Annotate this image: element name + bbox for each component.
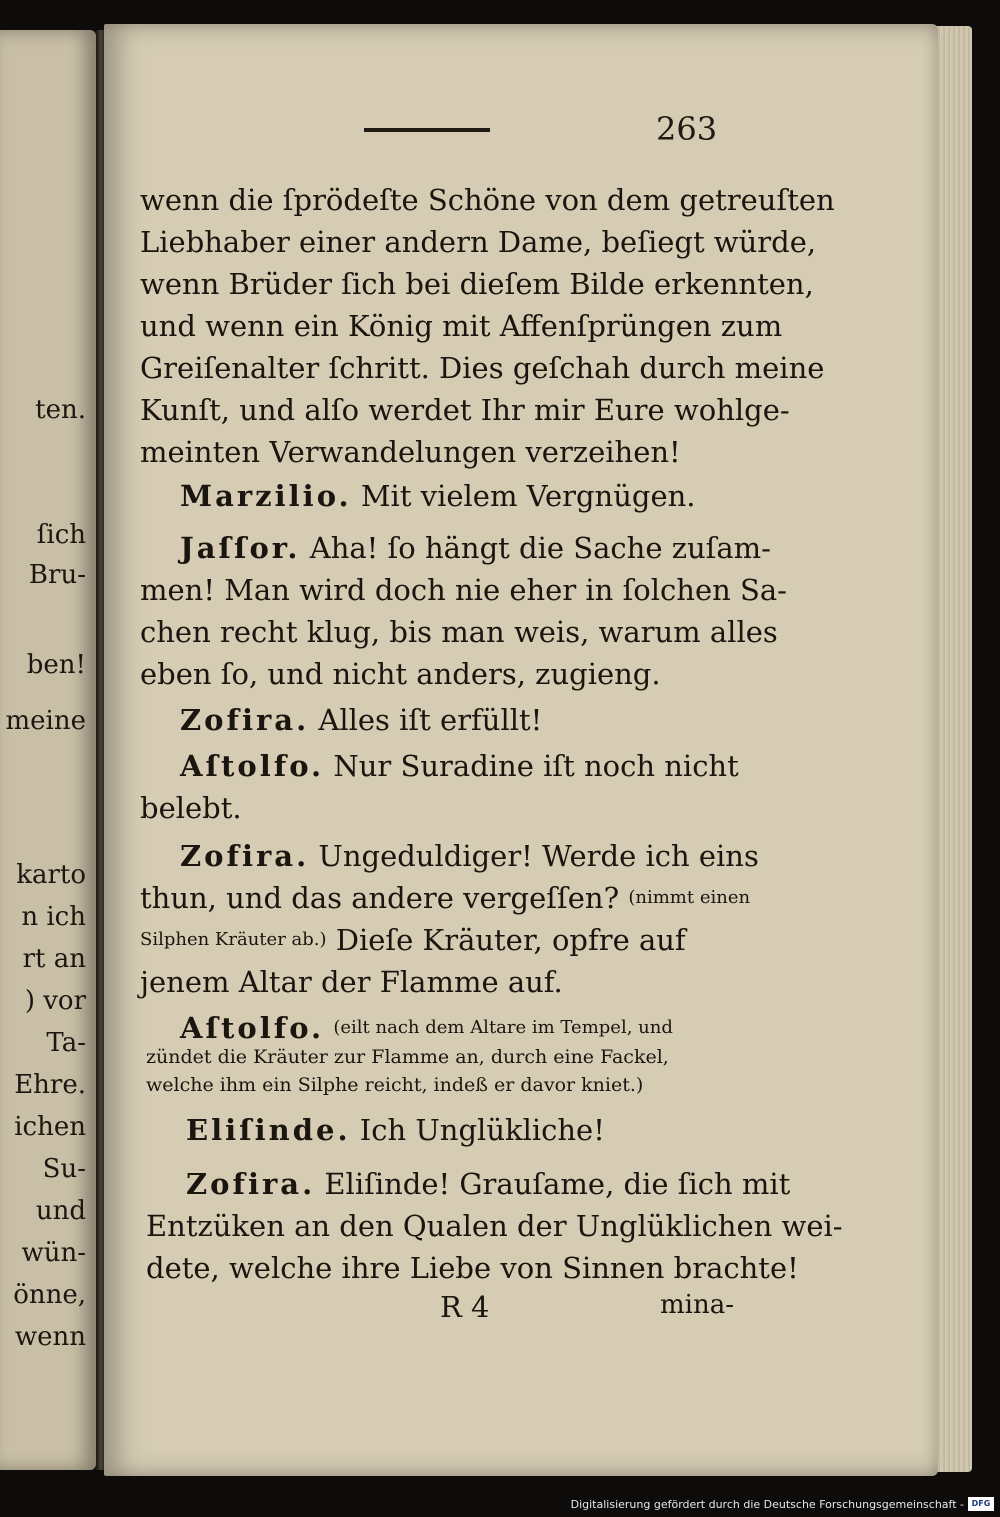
speech-line: belebt.	[140, 791, 242, 825]
left-fragment: Bru-	[28, 560, 86, 590]
speech-text: Aha! ſo hängt die Sache zuſam-	[309, 531, 771, 565]
speech-line	[186, 1164, 791, 1204]
body-line: und wenn ein König mit Affenſprüngen zum	[140, 309, 783, 343]
speech-line: jenem Altar der Flamme auf.	[140, 965, 563, 999]
stage-direction: (eilt nach dem Altare im Tempel, und	[333, 1017, 673, 1038]
speech-line	[140, 920, 734, 960]
speaker-name: Aſtolfo.	[180, 749, 325, 783]
speech-text: Dieſe Kräuter, opfre auf	[335, 923, 686, 957]
left-fragment: meine	[5, 706, 86, 736]
body-line: wenn die ſprödeſte Schöne von dem getreuſten	[140, 183, 835, 217]
left-fragment: karto	[16, 860, 86, 890]
speaker-name: Zofira.	[186, 1167, 316, 1201]
speech-text: Eliſinde! Grauſame, die ſich mit	[324, 1167, 791, 1201]
body-line: Liebhaber einer andern Dame, beſiegt würde,	[140, 225, 817, 259]
speech-line: men! Man wird doch nie eher in ſolchen Sa-	[140, 573, 787, 607]
left-fragment: n ich	[21, 902, 86, 932]
left-fragment: wenn	[14, 1322, 86, 1352]
left-fragment: ichen	[14, 1112, 86, 1142]
left-fragment: Su-	[42, 1154, 86, 1184]
speaker-name: Jaſſor.	[180, 531, 301, 565]
header-rule	[364, 128, 490, 132]
speech-line: Entzüken an den Qualen der Unglüklichen wei-	[146, 1209, 843, 1243]
left-fragment: ) vor	[24, 986, 86, 1016]
left-fragment: Ta-	[46, 1028, 86, 1058]
speech-line	[180, 700, 734, 740]
speech-text: Nur Suradine iſt noch nicht	[333, 749, 739, 783]
speech-line	[180, 836, 759, 876]
speech-line	[180, 528, 771, 568]
body-line: meinten Verwandelungen verzeihen!	[140, 435, 681, 469]
left-fragment: wün-	[21, 1238, 86, 1268]
left-fragment: rt an	[22, 944, 86, 974]
stage-direction: welche ihm ein Silphe reicht, indeß er davor kniet.)	[146, 1074, 644, 1096]
speech-text: Mit vielem Vergnügen.	[360, 479, 696, 513]
dfg-logo[interactable]: DFG	[968, 1497, 994, 1511]
body-line: Greiſenalter ſchritt. Dies geſchah durch meine	[140, 351, 825, 385]
stage-direction: Silphen Kräuter ab.)	[140, 929, 327, 950]
speech-line	[140, 878, 751, 918]
speech-text: Ungeduldiger! Werde ich eins	[318, 839, 759, 873]
speaker-name: Zofira.	[180, 703, 310, 737]
speaker-name: Zofira.	[180, 839, 310, 873]
body-line: wenn Brüder ſich bei dieſem Bilde erkennten,	[140, 267, 814, 301]
speech-text: Alles iſt erfüllt!	[318, 703, 543, 737]
speech-text: Ich Unglükliche!	[359, 1113, 605, 1147]
previous-page	[0, 30, 96, 1470]
speech-line: eben ſo, und nicht anders, zugieng.	[140, 657, 661, 691]
speech-line: chen recht klug, bis man weis, warum alles	[140, 615, 778, 649]
left-fragment: önne,	[13, 1280, 86, 1310]
left-fragment: Ehre.	[14, 1070, 86, 1100]
left-fragment: ſich	[36, 520, 86, 550]
stage-direction: (nimmt einen	[628, 887, 751, 908]
catchword: mina-	[660, 1290, 735, 1320]
page-number: 263	[656, 110, 718, 148]
left-fragment: ten.	[35, 395, 86, 425]
digitization-credit[interactable]: Digitalisierung gefördert durch die Deutsche Forschungsgemeinschaft -	[570, 1498, 964, 1511]
body-line: Kunſt, und alſo werdet Ihr mir Eure wohlge-	[140, 393, 790, 427]
speech-text: thun, und das andere vergeſſen?	[140, 881, 620, 915]
speaker-name: Marzilio.	[180, 479, 352, 513]
page-stack-edge	[936, 26, 972, 1472]
speech-line	[180, 746, 739, 786]
left-fragment: und	[35, 1196, 86, 1226]
speaker-name: Eliſinde.	[186, 1113, 351, 1147]
speech-line	[186, 1110, 734, 1150]
speech-line: dete, welche ihre Liebe von Sinnen brachte!	[146, 1251, 799, 1285]
speaker-name: Aſtolfo.	[180, 1011, 325, 1045]
stage-direction: zündet die Kräuter zur Flamme an, durch eine Fackel,	[146, 1046, 669, 1068]
left-fragment: ben!	[26, 650, 86, 680]
signature-mark: R 4	[440, 1290, 490, 1324]
speech-line	[180, 476, 734, 516]
